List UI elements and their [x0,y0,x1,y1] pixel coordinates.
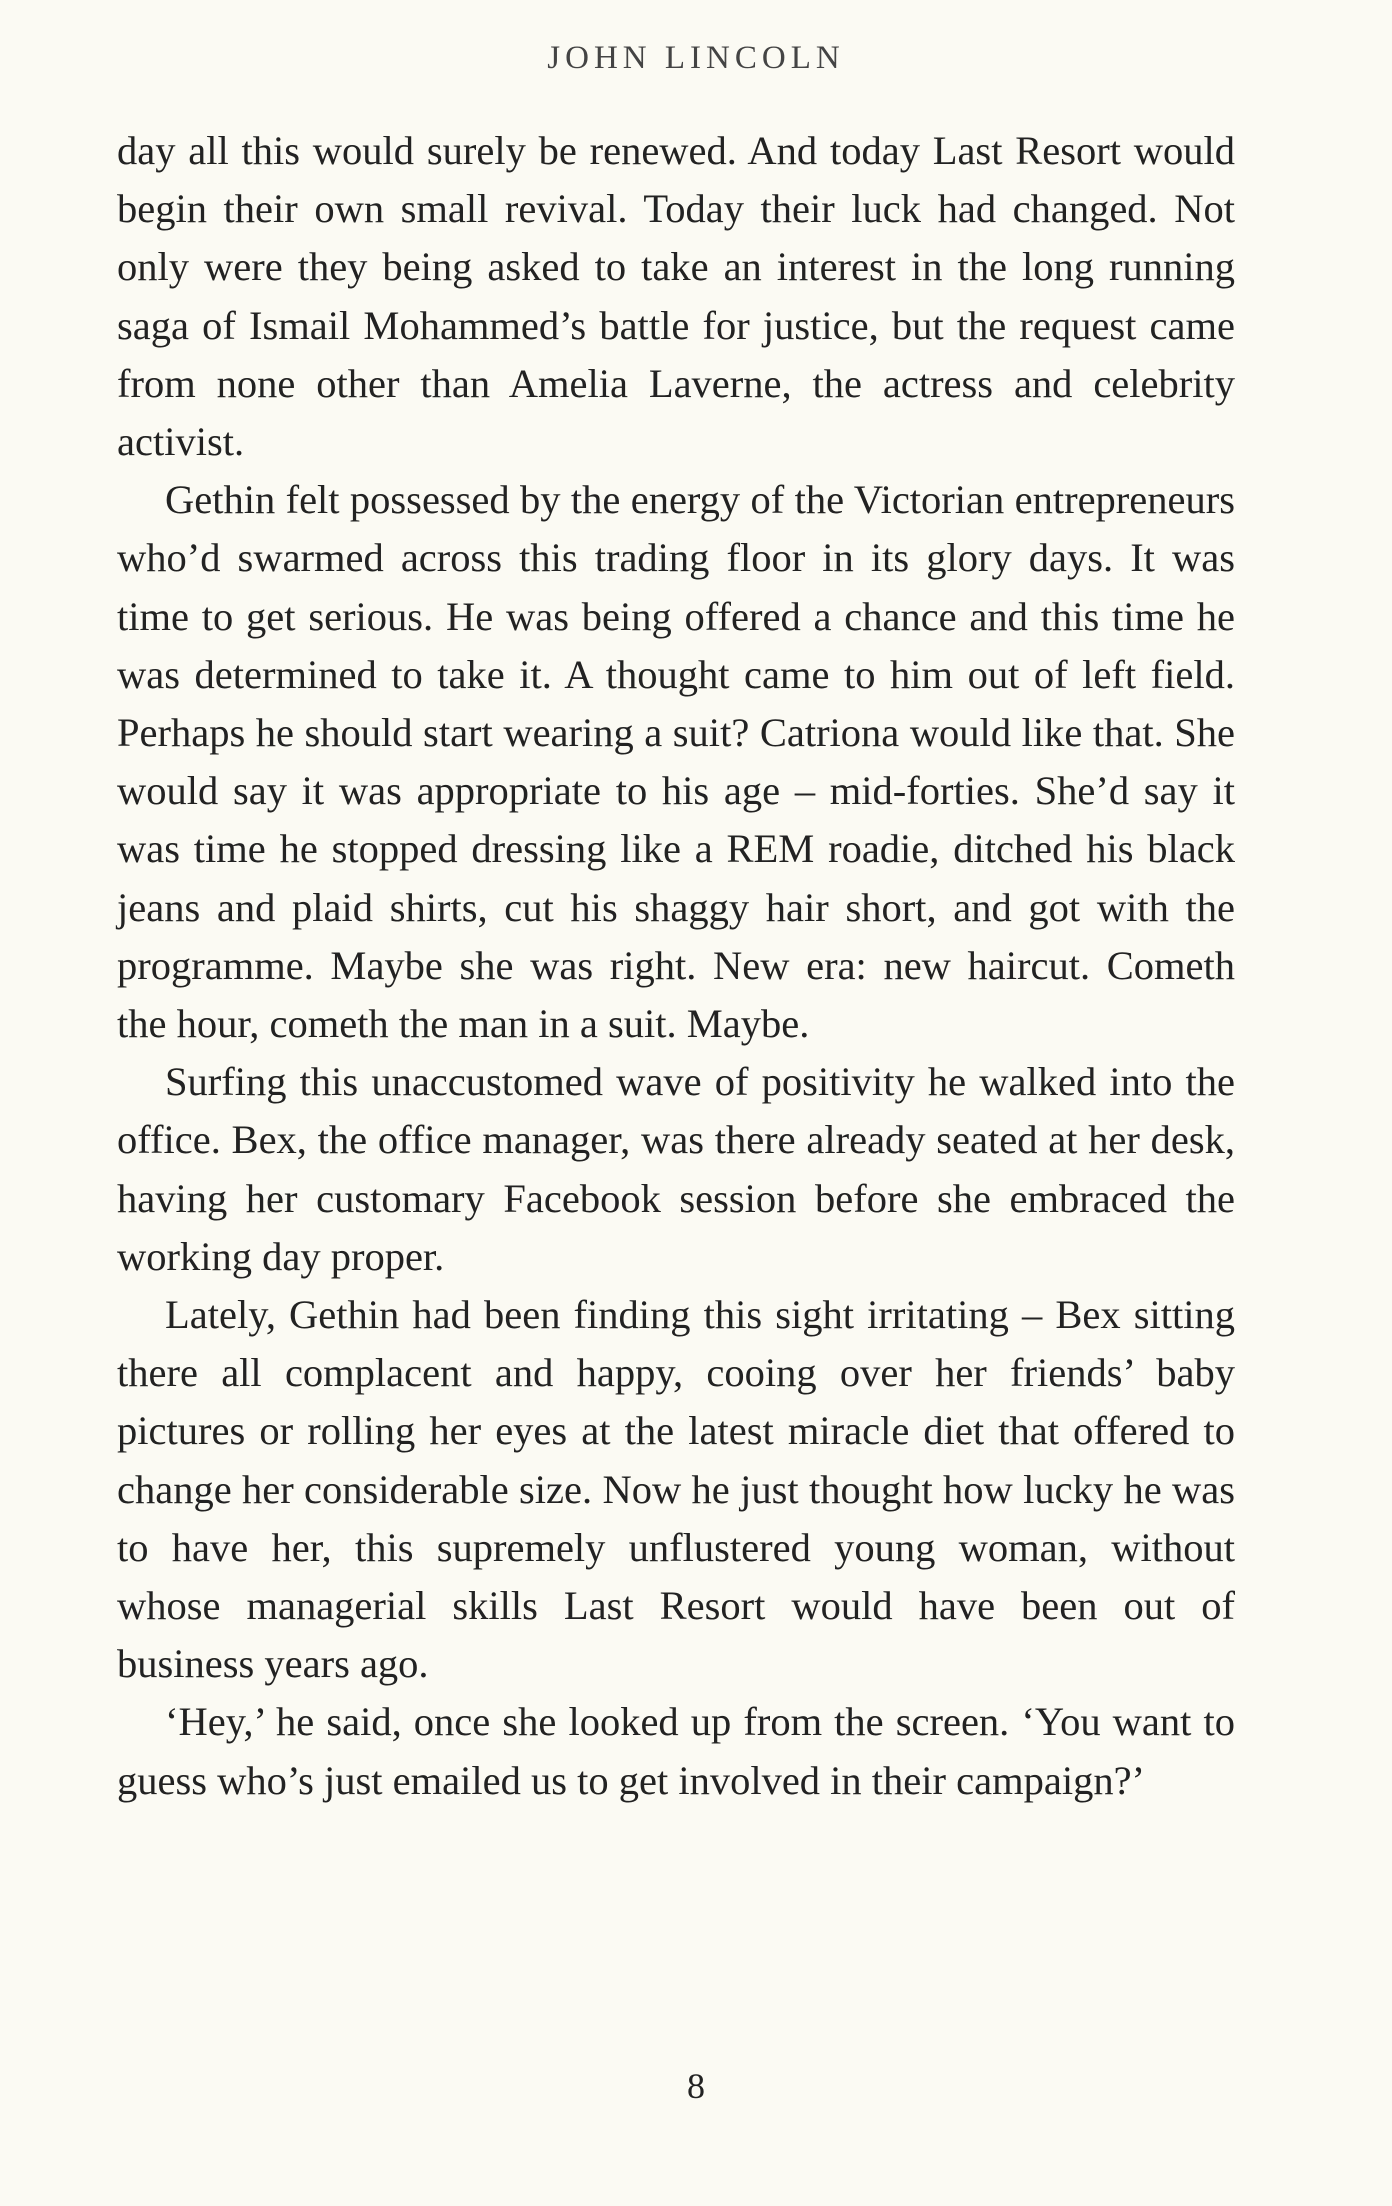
page-number: 8 [687,2066,705,2106]
paragraph: day all this would surely be renewed. And today Last Resort would begin their own small revival. Today their luck had changed. Not only were they being asked to take an interest in the long running saga of Ismail Mohammed’s battle for justice, but the request came from none other than Amelia Laverne, the actress and celebrity activist. [117,128,1235,465]
running-head: JOHN LINCOLN [547,40,845,76]
paragraph: Surfing this unaccustomed wave of positivity he walked into the office. Bex, the office manager, was there already seated at her desk, having her customary Facebook session before she embraced the working day proper. [117,1059,1235,1279]
paragraph: ‘Hey,’ he said, once she looked up from the screen. ‘You want to guess who’s just emailed us to get involved in their campaign?’ [117,1699,1235,1803]
paragraph: Lately, Gethin had been finding this sight irritating – Bex sitting there all complacent and happy, cooing over her friends’ baby pictures or rolling her eyes at the latest miracle diet that offered to change her considerable size. Now he just thought how lucky he was to have her, this supremely unflustered young woman, without whose managerial skills Last Resort would have been out of business years ago. [117,1292,1235,1687]
paragraph: Gethin felt possessed by the energy of the Victorian entrepreneurs who’d swarmed across this trading floor in its glory days. It was time to get serious. He was being offered a chance and this time he was determined to take it. A thought came to him out of left field. Perhaps he should start wearing a suit? Catriona would like that. She would say it was appropriate to his age – mid-forties. She’d say it was time he stopped dressing like a REM roadie, ditched his black jeans and plaid shirts, cut his shaggy hair short, and got with the programme. Maybe she was right. New era: new haircut. Cometh the hour, cometh the man in a suit. Maybe. [117,477,1235,1047]
body-text [117,122,1235,1810]
